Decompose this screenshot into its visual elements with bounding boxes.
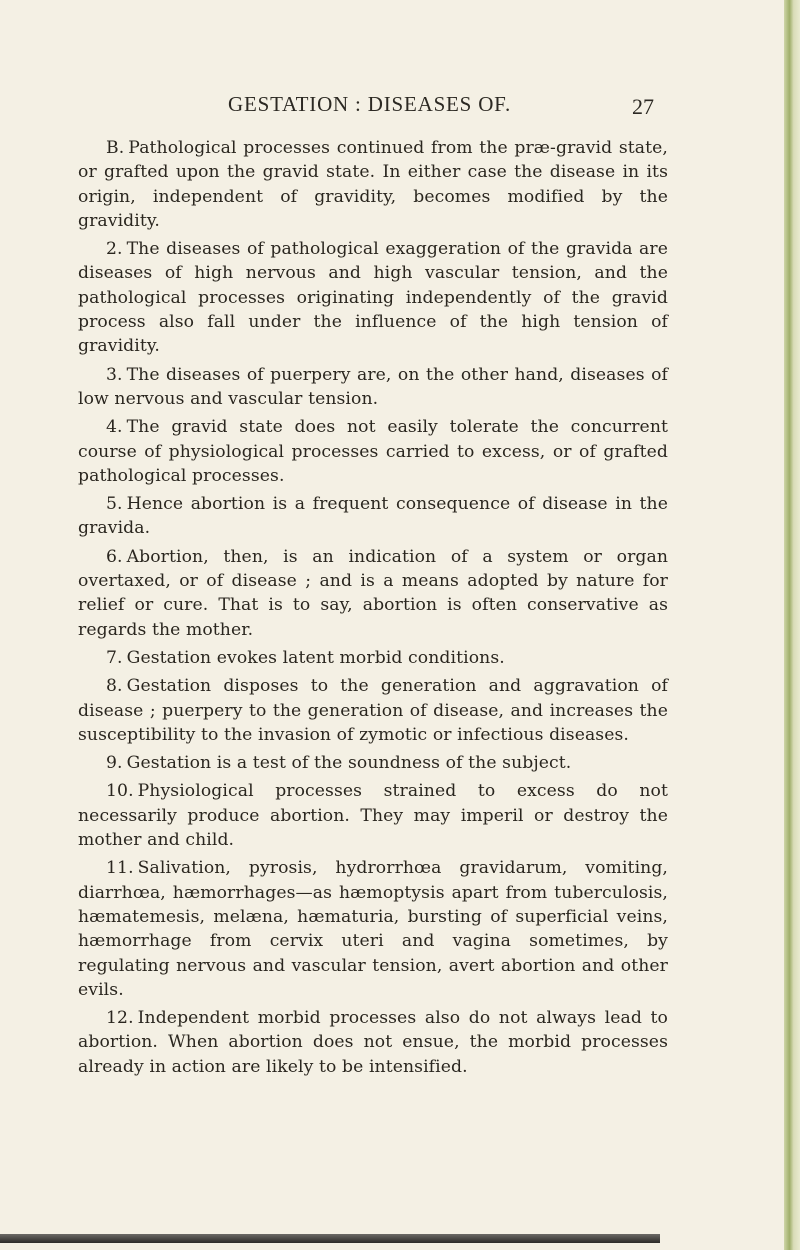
paragraph-2 [78, 237, 668, 358]
paragraph-text: Hence abortion is a frequent consequence of disease in the gravida. [78, 494, 668, 539]
paragraph-marker: 5. [106, 494, 123, 515]
paragraph-9 [78, 751, 668, 775]
paragraph-text: The gravid state does not easily tolerate the concurrent course of physiological processes carried to excess, or of grafted pathological processes. [78, 417, 668, 486]
paragraph-text: Gestation evokes latent morbid conditions. [126, 647, 505, 668]
book-edge [784, 0, 800, 1250]
paragraph-marker: 4. [106, 417, 123, 438]
paragraph-text: Gestation is a test of the soundness of the subject. [126, 753, 572, 774]
paragraph-text: Physiological processes strained to excess do not necessarily produce abortion. They may imperil or destroy the mother and child. [78, 781, 668, 851]
paragraph-marker: 12. [106, 1008, 134, 1029]
paragraph-marker: 6. [106, 546, 123, 567]
paragraph-text: Independent morbid processes also do not always lead to abortion. When abortion does not ensue, the morbid processes already in action are likely to be intensified. [78, 1008, 668, 1077]
paragraph-text: Abortion, then, is an indication of a system or organ overtaxed, or of disease ; and is a means adopted by nature for relief or cure. That is to say, abortion is often conservative as regards the mother. [78, 546, 668, 640]
page-number: 27 [632, 94, 654, 119]
paragraph-marker: 3. [106, 364, 123, 385]
paragraph-6 [78, 545, 668, 642]
body-text [78, 136, 668, 1083]
paragraph-b [78, 136, 668, 233]
paragraph-3 [78, 363, 668, 412]
paragraph-marker: B. [106, 138, 125, 158]
paragraph-12 [78, 1006, 668, 1079]
paragraph-marker: 10. [106, 781, 134, 802]
paragraph-8 [78, 674, 668, 747]
paragraph-marker: 8. [106, 676, 123, 697]
paragraph-text: Pathological processes continued from the præ-gravid state, or grafted upon the gravid state. In either case the disease in its origin, independent of gravidity, becomes modified by the gravidity. [78, 138, 668, 231]
paragraph-10 [78, 779, 668, 852]
paragraph-marker: 9. [106, 753, 123, 774]
paragraph-11 [78, 856, 668, 1002]
paragraph-text: Gestation disposes to the generation and aggravation of disease ; puerpery to the generation of disease, and increases the susceptibility to the invasion of zymotic or infectious diseases. [78, 676, 668, 745]
paragraph-marker: 11. [106, 858, 134, 879]
paragraph-7 [78, 646, 668, 670]
paragraph-marker: 7. [106, 647, 123, 668]
paragraph-text: The diseases of pathological exaggeration of the gravida are diseases of high nervous and high vascular tension, and the pathological processes originating independently of the gravid process also fall under the influence of the high tension of gravidity. [78, 239, 668, 357]
page-bottom-rule [0, 1234, 660, 1243]
paragraph-4 [78, 415, 668, 488]
paragraph-text: Salivation, pyrosis, hydrorrhœa gravidarum, vomiting, diarrhœa, hæmorrhages—as hæmoptysis apart from tuberculosis, hæmatemesis, melæna, hæmaturia, bursting of superficial veins, hæmorrhage from cervix uteri and vagina sometimes, by regulating nervous and vascular tension, avert abortion and other evils. [78, 858, 668, 1000]
page-header [0, 92, 784, 119]
running-head: GESTATION : DISEASES OF. [228, 92, 512, 116]
paragraph-5 [78, 492, 668, 541]
paragraph-text: The diseases of puerpery are, on the other hand, diseases of low nervous and vascular tension. [78, 364, 668, 409]
paragraph-marker: 2. [106, 239, 123, 260]
